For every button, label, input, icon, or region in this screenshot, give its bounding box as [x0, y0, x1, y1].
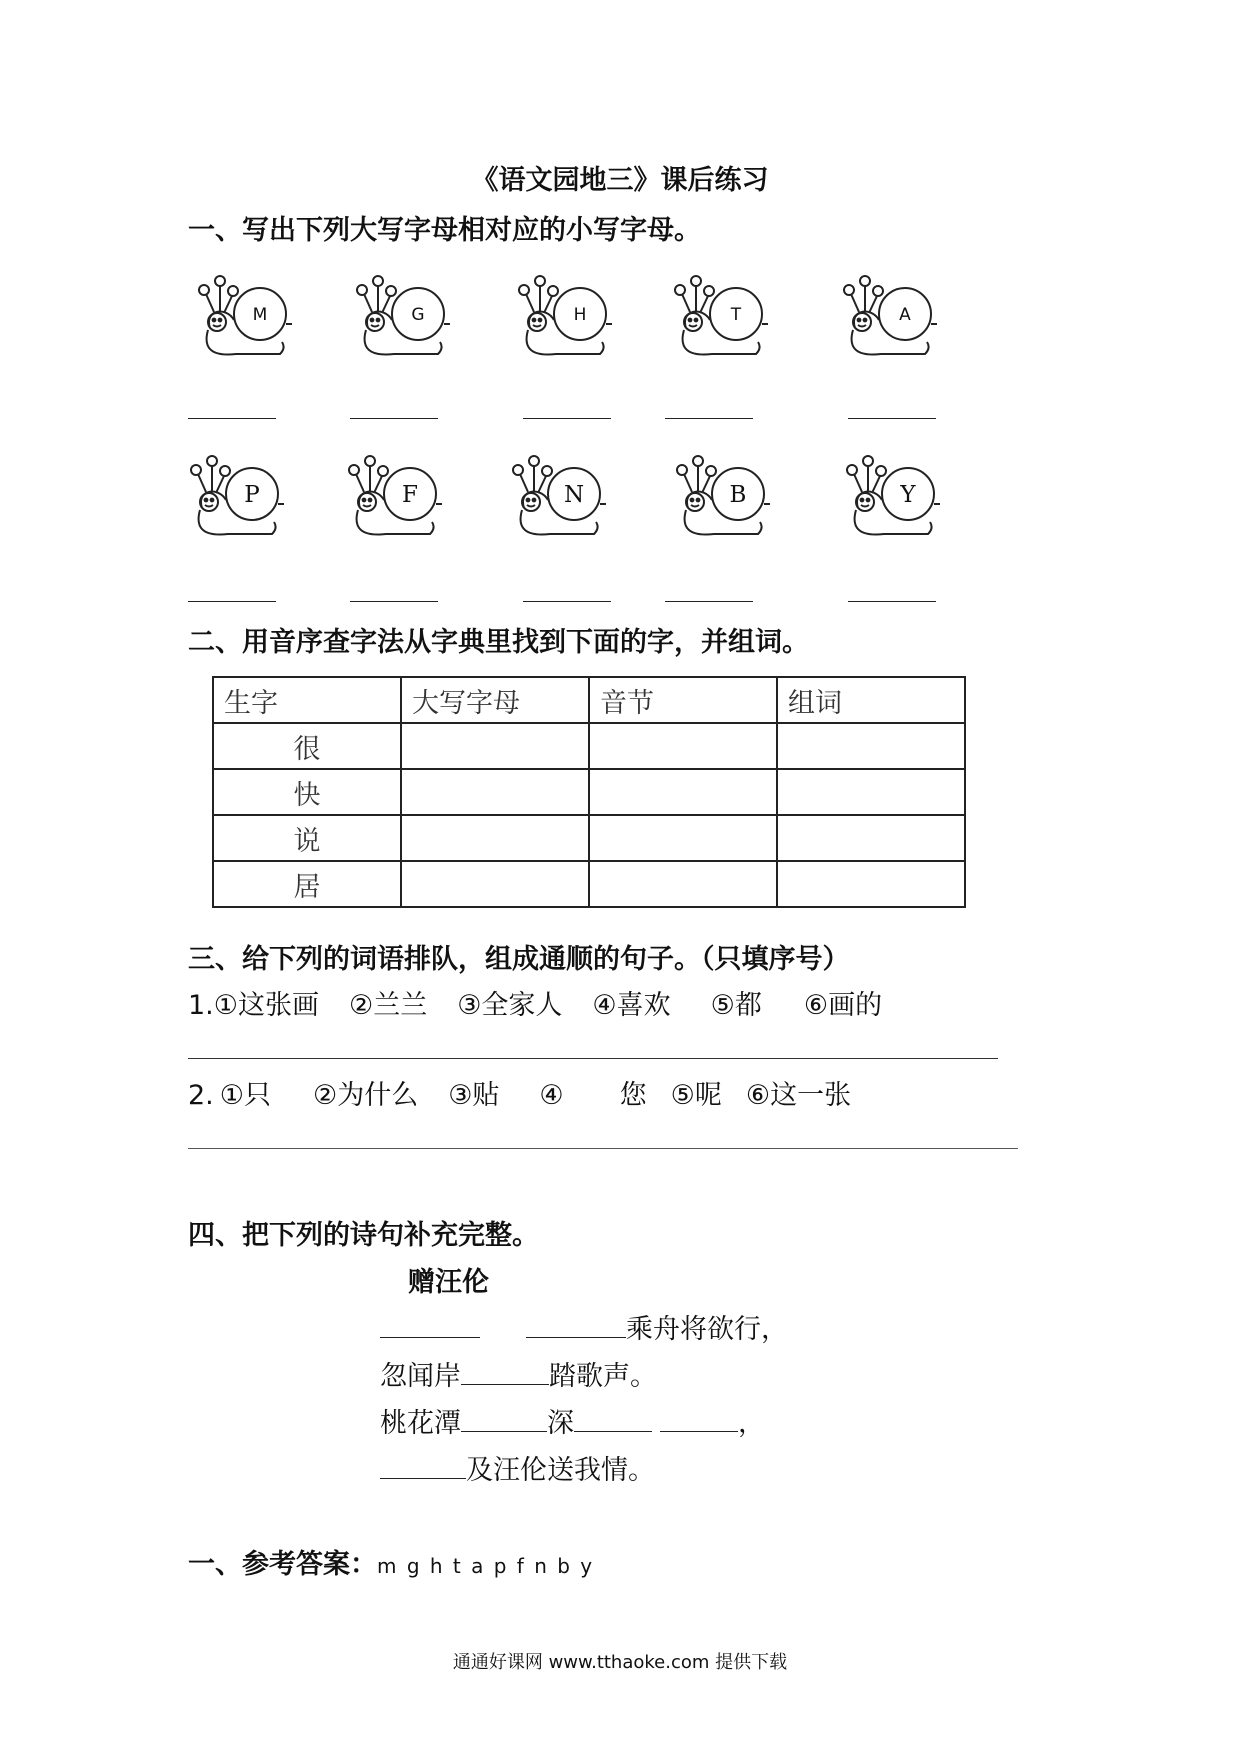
uppercase-letter: H: [573, 305, 587, 325]
snail-letter-card: [658, 448, 778, 548]
poem-blank[interactable]: [380, 1313, 480, 1338]
table-header-row: [213, 677, 965, 723]
snail-letter-card: [656, 268, 776, 368]
section4-heading: 四、把下列的诗句补充完整。: [188, 1220, 539, 1251]
snail-letter-card: [500, 268, 620, 368]
word-option: ②兰兰: [348, 990, 428, 1021]
table-char-cell: 居: [213, 861, 401, 907]
uppercase-letter: G: [411, 305, 425, 325]
word-option: ③贴: [448, 1080, 500, 1111]
section1-heading: 一、写出下列大写字母相对应的小写字母。: [188, 215, 701, 246]
word-option: ⑥画的: [803, 990, 883, 1021]
snail-letter-card: [494, 448, 614, 548]
lowercase-answer-blank[interactable]: [350, 601, 438, 602]
poem-line-2: [380, 1354, 657, 1393]
table-header-cell: 组词: [777, 677, 965, 723]
uppercase-letter: P: [244, 482, 260, 508]
table-row: [213, 815, 965, 861]
poem-blank[interactable]: [526, 1313, 626, 1338]
answer-line-1[interactable]: [188, 1058, 998, 1059]
table-char-cell: 说: [213, 815, 401, 861]
poem-text: 忽闻岸: [380, 1361, 461, 1392]
uppercase-letter: B: [729, 482, 747, 508]
poem-blank[interactable]: [380, 1454, 466, 1479]
lowercase-answer-blank[interactable]: [665, 418, 753, 419]
table-blank-cell[interactable]: [777, 769, 965, 815]
poem-blank[interactable]: [660, 1407, 738, 1432]
table-char-cell: 很: [213, 723, 401, 769]
poem-text: 踏歌声。: [549, 1361, 657, 1392]
word-option: ①这张画: [213, 990, 319, 1021]
question-number: 1.: [188, 990, 214, 1021]
table-blank-cell[interactable]: [777, 861, 965, 907]
lowercase-answer-blank[interactable]: [523, 601, 611, 602]
table-header-cell: 大写字母: [401, 677, 589, 723]
word-option: ②为什么: [312, 1080, 419, 1111]
answer-key: [188, 1542, 594, 1581]
table-blank-cell[interactable]: [589, 723, 777, 769]
poem-text: 乘舟将欲行，: [626, 1314, 788, 1345]
word-option: ①只: [219, 1080, 271, 1111]
uppercase-letter: F: [402, 482, 418, 508]
page-title: 《语文园地三》课后练习: [471, 165, 769, 196]
poem-text: 及汪伦送我情。: [466, 1455, 655, 1486]
uppercase-letter: T: [730, 305, 742, 325]
table-header-cell: 生字: [213, 677, 401, 723]
table-blank-cell[interactable]: [589, 769, 777, 815]
table-blank-cell[interactable]: [777, 723, 965, 769]
table-blank-cell[interactable]: [401, 769, 589, 815]
lowercase-answer-blank[interactable]: [523, 418, 611, 419]
section2-heading: 二、用音序查字法从字典里找到下面的字，并组词。: [188, 627, 809, 658]
answer-letters: m g h t a p f n b y: [377, 1554, 595, 1578]
poem-title: 赠汪伦: [408, 1267, 489, 1298]
poem-line-1: [380, 1307, 788, 1346]
poem-blank[interactable]: [461, 1407, 547, 1432]
footer-credit: 通通好课网 www.tthaoke.com 提供下载: [452, 1652, 788, 1673]
table-blank-cell[interactable]: [589, 861, 777, 907]
section3-heading: 三、给下列的词语排队，组成通顺的句子。（只填序号）: [188, 944, 850, 975]
snail-letter-card: [338, 268, 458, 368]
snail-letter-card: [180, 268, 300, 368]
question-2: [188, 1073, 851, 1112]
poem-text: 深: [547, 1408, 574, 1439]
table-blank-cell[interactable]: [777, 815, 965, 861]
poem-text: ，: [738, 1408, 765, 1439]
table-row: [213, 769, 965, 815]
poem-line-4: [380, 1448, 655, 1487]
word-option: ④: [539, 1080, 564, 1111]
poem-blank[interactable]: [461, 1360, 549, 1385]
uppercase-letter: N: [563, 482, 585, 508]
table-blank-cell[interactable]: [401, 723, 589, 769]
uppercase-letter: A: [899, 305, 911, 325]
lowercase-answer-blank[interactable]: [848, 418, 936, 419]
uppercase-letter: M: [252, 305, 268, 325]
table-blank-cell[interactable]: [401, 861, 589, 907]
lowercase-answer-blank[interactable]: [350, 418, 438, 419]
word-option: 您: [619, 1080, 647, 1111]
answer-label: 一、参考答案：: [188, 1549, 377, 1580]
word-option: ④喜欢: [592, 990, 671, 1021]
answer-line-2[interactable]: [188, 1148, 1018, 1149]
table-blank-cell[interactable]: [401, 815, 589, 861]
question-number: 2.: [188, 1080, 214, 1111]
lowercase-answer-blank[interactable]: [665, 601, 753, 602]
question-1: [188, 983, 882, 1022]
poem-line-3: [380, 1401, 765, 1440]
snail-letter-card: [825, 268, 945, 368]
table-header-cell: 音节: [589, 677, 777, 723]
lowercase-answer-blank[interactable]: [848, 601, 936, 602]
dictionary-table: [212, 676, 966, 908]
table-row: [213, 861, 965, 907]
uppercase-letter: Y: [900, 482, 916, 508]
poem-text: 桃花潭: [380, 1408, 461, 1439]
word-option: ⑤呢: [670, 1080, 722, 1111]
snail-letter-card: [172, 448, 292, 548]
table-char-cell: 快: [213, 769, 401, 815]
snail-letter-card: [828, 448, 948, 548]
table-blank-cell[interactable]: [589, 815, 777, 861]
word-option: ③全家人: [457, 990, 563, 1021]
table-row: [213, 723, 965, 769]
lowercase-answer-blank[interactable]: [188, 601, 276, 602]
lowercase-answer-blank[interactable]: [188, 418, 276, 419]
word-option: ⑤都: [710, 990, 762, 1021]
snail-letter-card: [330, 448, 450, 548]
poem-blank[interactable]: [574, 1407, 652, 1432]
word-option: ⑥这一张: [745, 1080, 852, 1111]
